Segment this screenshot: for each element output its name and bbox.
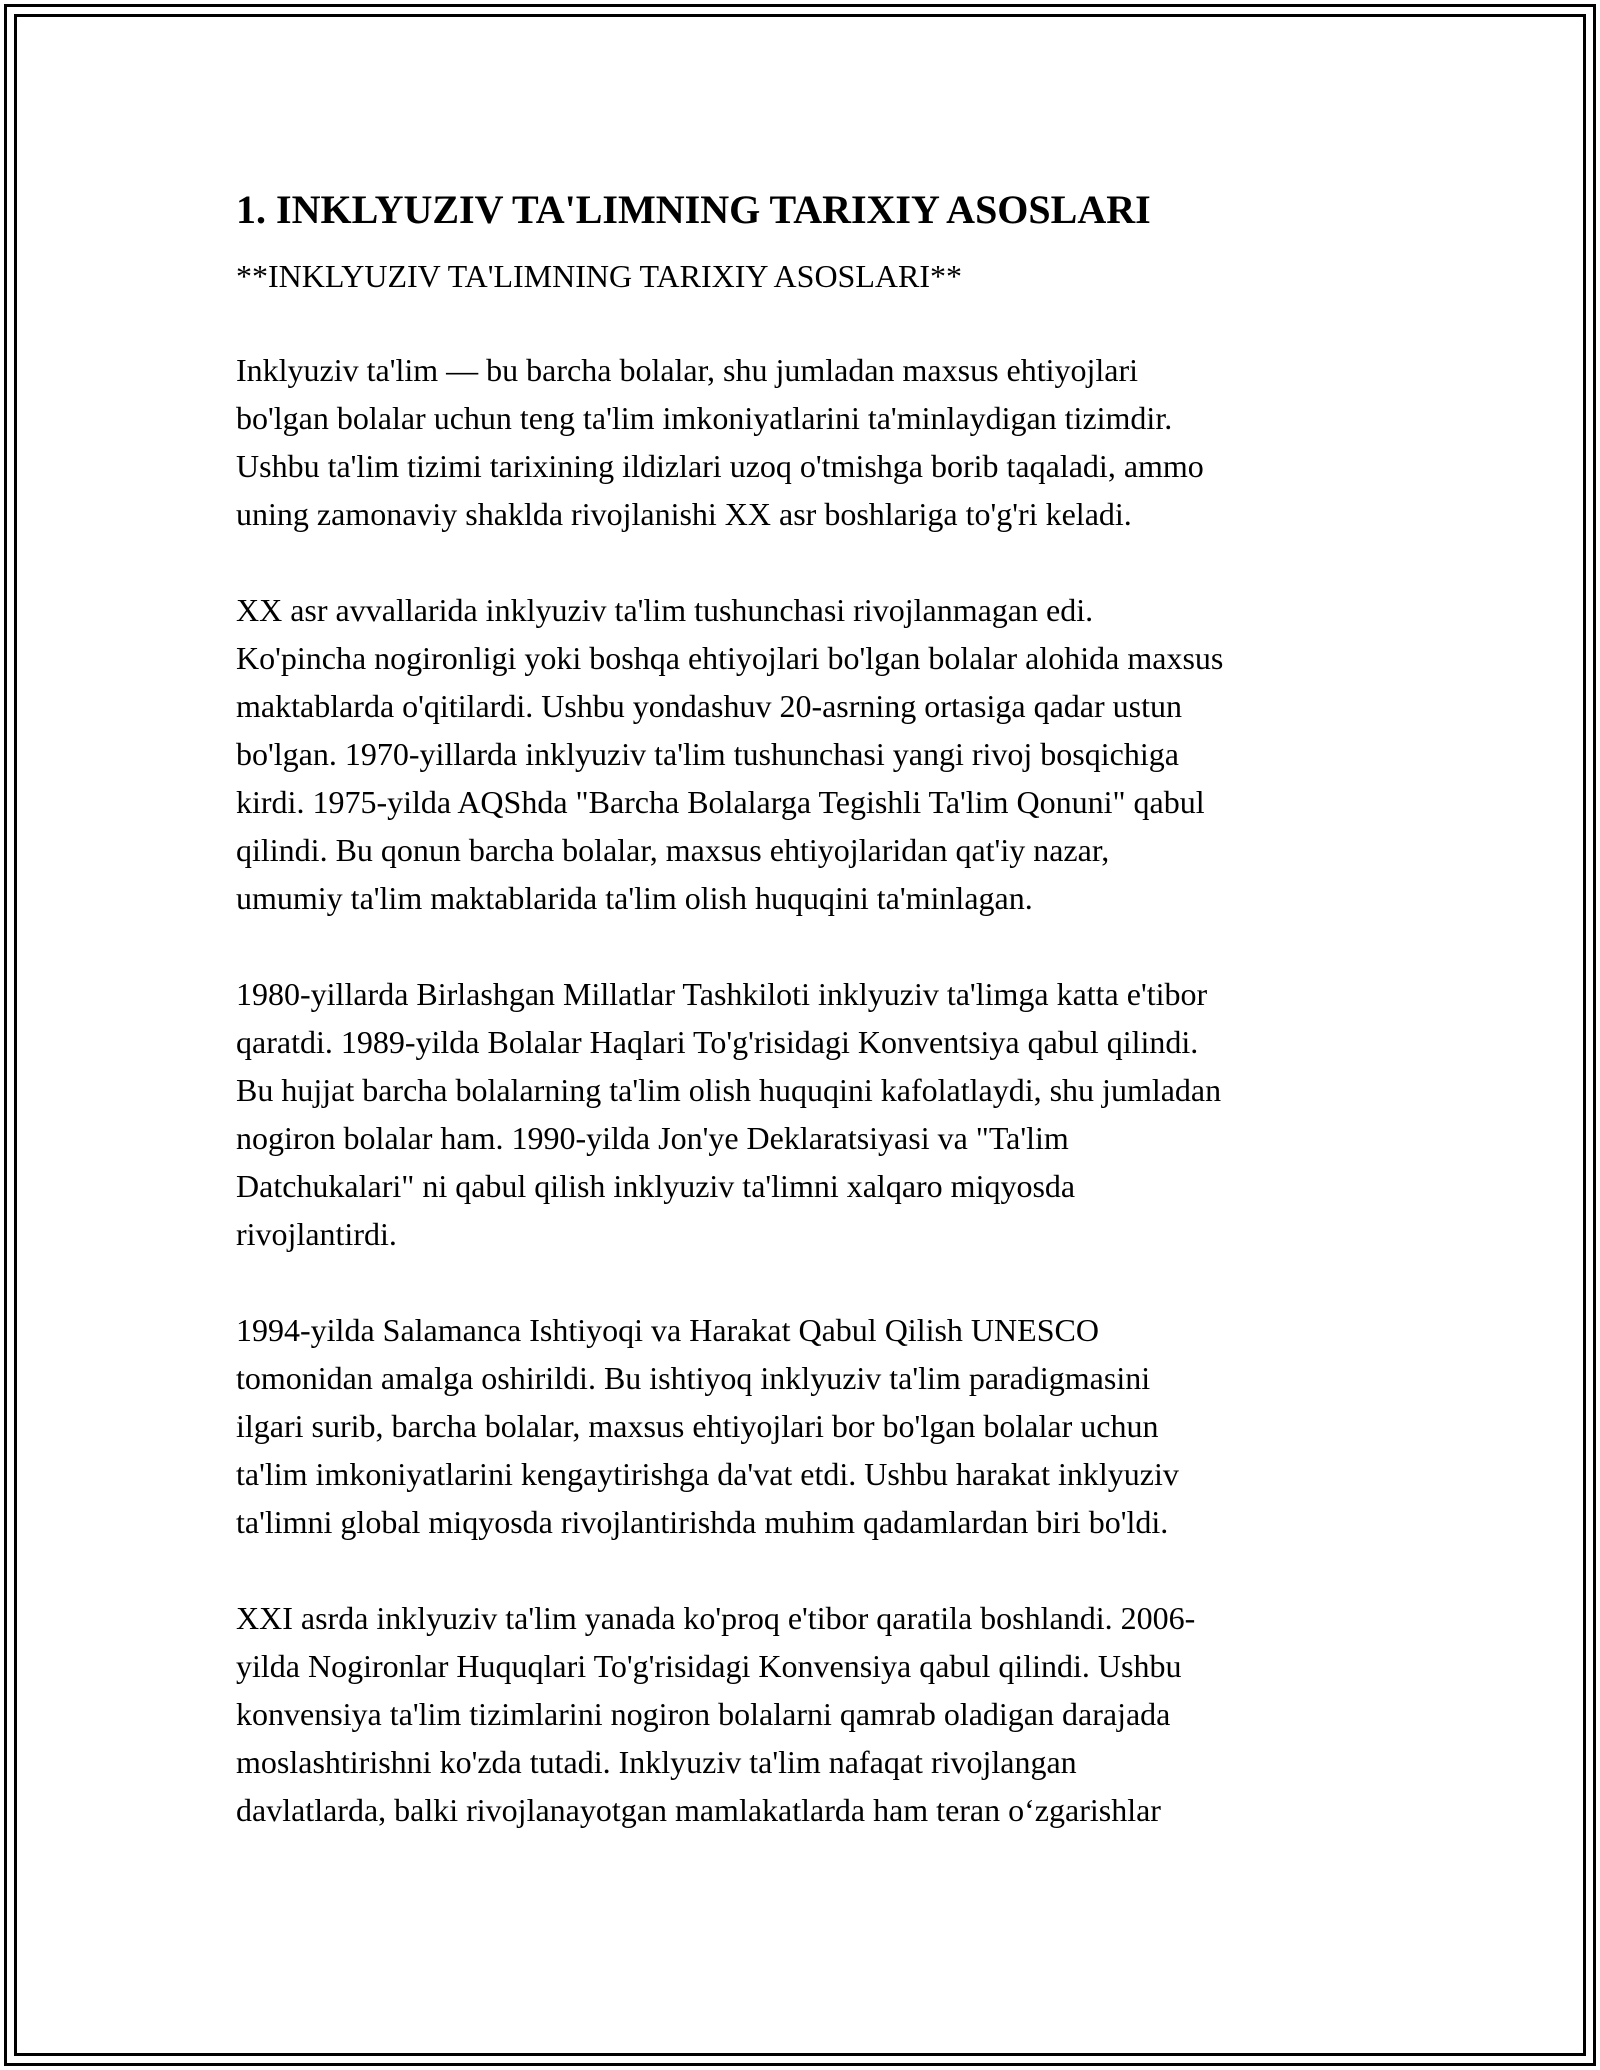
paragraph-line: XXI asrda inklyuziv ta'lim yanada ko'proq e'tibor qaratila boshlandi. 2006- [236, 1600, 1196, 1636]
paragraph-line: maktablarda o'qitilardi. Ushbu yondashuv 20-asrning ortasiga qadar ustun [236, 688, 1182, 724]
paragraph-line: XX asr avvallarida inklyuziv ta'lim tushunchasi rivojlanmagan edi. [236, 592, 1094, 628]
paragraph-line: kirdi. 1975-yilda AQShda "Barcha Bolalarga Tegishli Ta'lim Qonuni" qabul [236, 784, 1205, 820]
paragraph-2 [236, 586, 1396, 922]
document-subtitle: **INKLYUZIV TA'LIMNING TARIXIY ASOSLARI** [236, 258, 962, 294]
paragraph-line: umumiy ta'lim maktablarida ta'lim olish huquqini ta'minlagan. [236, 880, 1033, 916]
paragraph-line: qaratdi. 1989-yilda Bolalar Haqlari To'g'risidagi Konventsiya qabul qilindi. [236, 1024, 1199, 1060]
paragraph-line: Ko'pincha nogironligi yoki boshqa ehtiyojlari bo'lgan bolalar alohida maxsus [236, 640, 1224, 676]
paragraph-line: ta'limni global miqyosda rivojlantirishda muhim qadamlardan biri bo'ldi. [236, 1504, 1169, 1540]
paragraph-line: davlatlarda, balki rivojlanayotgan mamlakatlarda ham teran o‘zgarishlar [236, 1792, 1161, 1828]
paragraph-1 [236, 346, 1396, 538]
paragraph-line: rivojlantirdi. [236, 1216, 397, 1252]
paragraph-line: Ushbu ta'lim tizimi tarixining ildizlari uzoq o'tmishga borib taqaladi, ammo [236, 448, 1204, 484]
paragraph-line: konvensiya ta'lim tizimlarini nogiron bolalarni qamrab oladigan darajada [236, 1696, 1171, 1732]
paragraph-line: bo'lgan bolalar uchun teng ta'lim imkoniyatlarini ta'minlaydigan tizimdir. [236, 400, 1173, 436]
paragraph-line: tomonidan amalga oshirildi. Bu ishtiyoq inklyuziv ta'lim paradigmasini [236, 1360, 1151, 1396]
paragraph-3 [236, 970, 1396, 1258]
paragraph-line: Datchukalari" ni qabul qilish inklyuziv ta'limni xalqaro miqyosda [236, 1168, 1076, 1204]
paragraph-line: bo'lgan. 1970-yillarda inklyuziv ta'lim tushunchasi yangi rivoj bosqichiga [236, 736, 1179, 772]
paragraph-line: qilindi. Bu qonun barcha bolalar, maxsus ehtiyojlaridan qat'iy nazar, [236, 832, 1110, 868]
paragraph-line: nogiron bolalar ham. 1990-yilda Jon'ye Deklaratsiyasi va "Ta'lim [236, 1120, 1069, 1156]
paragraph-line: moslashtirishni ko'zda tutadi. Inklyuziv ta'lim nafaqat rivojlangan [236, 1744, 1077, 1780]
document-body [236, 184, 1396, 1834]
paragraph-5 [236, 1594, 1396, 1834]
paragraph-line: ta'lim imkoniyatlarini kengaytirishga da'vat etdi. Ushbu harakat inklyuziv [236, 1456, 1179, 1492]
paragraph-line: 1994-yilda Salamanca Ishtiyoqi va Harakat Qabul Qilish UNESCO [236, 1312, 1099, 1348]
paragraph-line: ilgari surib, barcha bolalar, maxsus ehtiyojlari bor bo'lgan bolalar uchun [236, 1408, 1159, 1444]
paragraph-line: yilda Nogironlar Huquqlari To'g'risidagi Konvensiya qabul qilindi. Ushbu [236, 1648, 1182, 1684]
paragraph-line: uning zamonaviy shaklda rivojlanishi XX asr boshlariga to'g'ri keladi. [236, 496, 1132, 532]
page-title: 1. INKLYUZIV TA'LIMNING TARIXIY ASOSLARI [236, 187, 1151, 232]
paragraph-line: Inklyuziv ta'lim — bu barcha bolalar, shu jumladan maxsus ehtiyojlari [236, 352, 1139, 388]
paragraph-4 [236, 1306, 1396, 1546]
paragraph-line: Bu hujjat barcha bolalarning ta'lim olish huquqini kafolatlaydi, shu jumladan [236, 1072, 1222, 1108]
paragraph-line: 1980-yillarda Birlashgan Millatlar Tashkiloti inklyuziv ta'limga katta e'tibor [236, 976, 1208, 1012]
